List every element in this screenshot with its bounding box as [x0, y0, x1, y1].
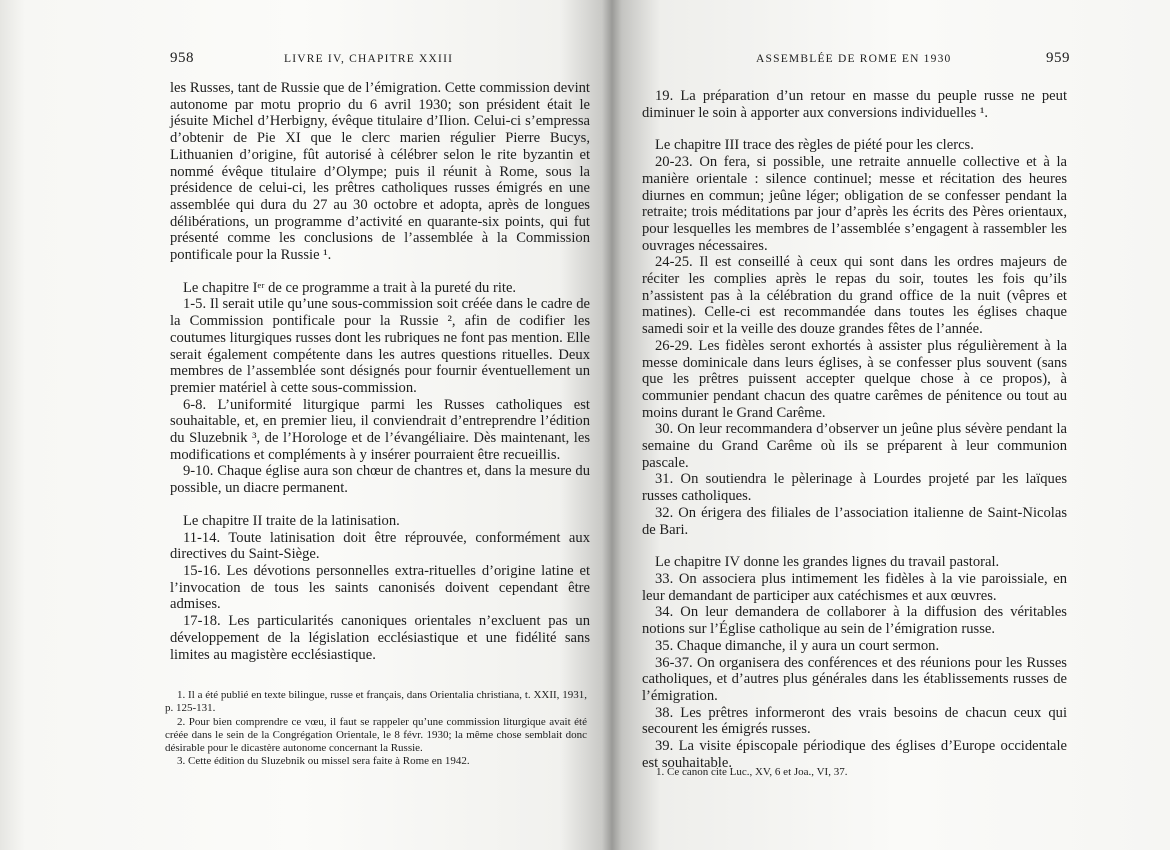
footnotes	[165, 689, 587, 769]
paragraph: 1-5. Il serait utile qu’une sous-commission soit créée dans le cadre de la Commission pontificale pour la Russie ², afin de codifier les coutumes liturgiques russes dont les rubriques ne font pas mention. Elle serait également compétente dans les autres questions rituelles. Deux membres de l’assemblée sont désignés pour fournir éventuellement un premier matériel à cette sous-commission.	[170, 296, 590, 396]
paragraph: Le chapitre II traite de la latinisation.	[183, 512, 400, 529]
footnotes	[644, 766, 1064, 779]
paragraph: Le chapitre III trace des règles de piété pour les clercs.	[655, 137, 974, 154]
body-text	[642, 88, 1067, 771]
paragraph: 15-16. Les dévotions personnelles extra-rituelles d’origine latine et l’invocation de tous les saints canonisés doivent cependant être admises.	[170, 562, 590, 613]
page-number: 959	[1046, 50, 1070, 66]
footnote: 2. Pour bien comprendre ce vœu, il faut se rappeler qu’une commission liturgique avait été créée dans le sein de la Congrégation Orientale, le 8 févr. 1930; la même chose semblait donc désirable pour le dicastère autonome concernant la Russie.	[165, 715, 587, 755]
paragraph: 30. On leur recommandera d’observer un jeûne plus sévère pendant la semaine du Grand Carême où ils se préparent à leur communion pascale.	[642, 421, 1067, 471]
paragraph: 9-10. Chaque église aura son chœur de chantres et, dans la mesure du possible, un diacre permanent.	[170, 463, 590, 497]
running-head-title: LIVRE IV, CHAPITRE XXIII	[284, 53, 454, 65]
right-page	[612, 0, 1170, 850]
paragraph: 20-23. On fera, si possible, une retraite annuelle collective et à la manière orientale : silence continuel; messe et récitation des heures diurnes en commun; jeûne léger; obligation de se confesser pendant la retraite; trois méditations par jour d’après les écrits des Pères orientaux, pour lesquelles les membres de l’assemblée s’engagent à rassembler les ouvrages nécessaires.	[642, 154, 1067, 254]
paragraph: 6-8. L’uniformité liturgique parmi les Russes catholiques est souhaitable, et, en premier lieu, il conviendrait d’entreprendre l’édition du Sluzebnik ³, de l’Horologe et de l’évangéliaire. Dès maintenant, les modifications et compléments à y insérer pourraient être recueillis.	[170, 396, 590, 463]
body-text	[170, 80, 590, 663]
paragraph: Le chapitre Iᵉʳ de ce programme a trait à la pureté du rite.	[183, 279, 517, 296]
paragraph: 38. Les prêtres informeront des vrais besoins de chacun ceux qui secourent les émigrés russes.	[642, 704, 1067, 738]
footnote: 3. Cette édition du Sluzebnik ou missel sera faite à Rome en 1942.	[177, 755, 470, 768]
footnote: 1. Il a été publié en texte bilingue, russe et français, dans Orientalia christiana, t. XXII, 1931, p. 125-131.	[165, 689, 587, 715]
footnote: 1. Ce canon cite Luc., XV, 6 et Joa., VI, 37.	[656, 766, 848, 778]
paragraph: 24-25. Il est conseillé à ceux qui sont dans les ordres majeurs de réciter les complies après le repas du soir, toutes les fois qu’ils n’assistent pas à la célébration du grand office de la nuit (vêpres et matines). Celle-ci est recommandée dans toutes les églises chaque samedi soir et la veille des douze grandes fêtes de l’année.	[642, 254, 1067, 338]
paragraph: 26-29. Les fidèles seront exhortés à assister plus régulièrement à la messe dominicale dans leurs églises, à se confesser plus souvent (sans que les prêtres puissent accepter quelque chose à ce propos), à communier pendant chacun des quatre carêmes de pénitence ou tout au moins durant le Grand Carême.	[642, 337, 1067, 421]
paragraph: 35. Chaque dimanche, il y aura un court sermon.	[655, 637, 940, 654]
paragraph: 17-18. Les particularités canoniques orientales n’excluent pas un développement de la législation ecclésiastique et une fidélité sans limites au magistère ecclésiastique.	[170, 613, 590, 663]
paragraph: 11-14. Toute latinisation doit être réprouvée, conformément aux directives du Saint-Siège.	[170, 529, 590, 563]
paragraph: 39. La visite épiscopale périodique des églises d’Europe occidentale est souhaitable.	[642, 738, 1067, 771]
page-number: 958	[170, 50, 194, 66]
paragraph: 36-37. On organisera des conférences et des réunions pour les Russes catholiques, et d’autres plus générales dans les établissements russes de l’émigration.	[642, 654, 1067, 704]
paragraph: 31. On soutiendra le pèlerinage à Lourdes projeté par les laïques russes catholiques.	[642, 471, 1067, 505]
running-head-title: ASSEMBLÉE DE ROME EN 1930	[756, 53, 952, 65]
paragraph: 34. On leur demandera de collaborer à la diffusion des véritables notions sur l’Église catholique au sein de l’émigration russe.	[642, 604, 1067, 638]
paragraph: 19. La préparation d’un retour en masse du peuple russe ne peut diminuer le soin à apporter aux conversions individuelles ¹.	[642, 88, 1067, 121]
paragraph: 32. On érigera des filiales de l’association italienne de Saint-Nicolas de Bari.	[642, 504, 1067, 538]
paragraph: les Russes, tant de Russie que de l’émigration. Cette commission devint autonome par motu proprio du 6 avril 1930; son président était le jésuite Michel d’Herbigny, évêque titulaire d’Ilion. Celui-ci s’empressa d’obtenir de Pie XI que le clerc marien régulier Pierre Bucys, Lithuanien d’origine, fût autorisé à célébrer selon le rite byzantin et nommé évêque titulaire d’Olympe; puis il réunit à Rome, sous la présidence de celui-ci, les prêtres catholiques russes émigrés en une assemblée qui dura du 27 au 30 octobre et adopta, après de longues délibérations, un programme d’activité en quarante-six points, qui fut présenté comme les conclusions de l’assemblée à la Commission pontificale pour la Russie ¹.	[170, 80, 590, 264]
paragraph: Le chapitre IV donne les grandes lignes du travail pastoral.	[655, 554, 1000, 571]
paragraph: 33. On associera plus intimement les fidèles à la vie paroissiale, en leur demandant de participer aux catéchismes et aux œuvres.	[642, 570, 1067, 604]
